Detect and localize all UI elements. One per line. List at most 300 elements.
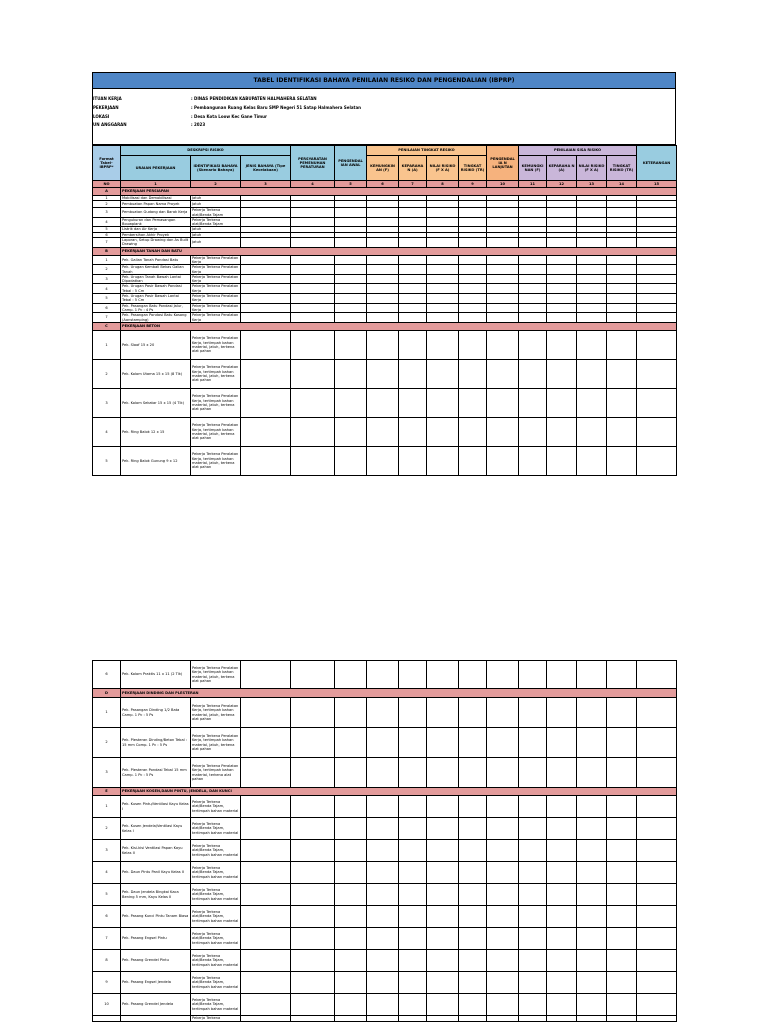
empty-cell xyxy=(241,388,291,417)
table-row xyxy=(93,972,677,994)
empty-cell xyxy=(487,417,519,446)
empty-cell xyxy=(291,208,335,218)
empty-cell xyxy=(487,217,519,227)
empty-cell xyxy=(335,1016,367,1022)
empty-cell xyxy=(547,388,577,417)
empty-cell xyxy=(459,758,487,788)
empty-cell xyxy=(547,274,577,284)
empty-cell xyxy=(241,265,291,275)
empty-cell xyxy=(367,796,399,818)
col-num: 11 xyxy=(519,181,547,188)
empty-cell xyxy=(291,388,335,417)
empty-cell xyxy=(519,906,547,928)
empty-cell xyxy=(607,950,637,972)
empty-cell xyxy=(399,294,427,304)
empty-cell xyxy=(487,698,519,728)
empty-cell xyxy=(367,330,399,359)
identifikasi-cell: Pekerja Terkena Peralatan Kerja, tertimpah bahan material, jatuh, terkena alat pahan xyxy=(191,359,241,388)
empty-cell xyxy=(577,758,607,788)
row-number: 4 xyxy=(93,862,121,884)
empty-cell xyxy=(427,294,459,304)
empty-cell xyxy=(399,265,427,275)
empty-cell xyxy=(399,313,427,323)
empty-cell xyxy=(607,313,637,323)
empty-cell xyxy=(427,303,459,313)
empty-cell xyxy=(487,255,519,265)
empty-cell xyxy=(519,661,547,689)
empty-cell xyxy=(399,862,427,884)
empty-cell xyxy=(547,818,577,840)
empty-cell xyxy=(399,255,427,265)
identifikasi-cell: Pekerja Terkena Peralatan Kerja xyxy=(191,284,241,294)
empty-cell xyxy=(487,313,519,323)
empty-cell xyxy=(519,255,547,265)
empty-cell xyxy=(607,728,637,758)
uraian-cell xyxy=(121,1016,191,1022)
empty-cell xyxy=(427,818,459,840)
empty-cell xyxy=(607,294,637,304)
empty-cell xyxy=(459,303,487,313)
header-pengendalian-awal: PENGENDAL IAN AWAL xyxy=(335,146,367,181)
identifikasi-cell: Pekerja Terkena Peralatan Kerja, tertimpah bahan material, jatuh, terkena alat pahan xyxy=(191,446,241,475)
empty-cell xyxy=(577,294,607,304)
empty-cell xyxy=(607,862,637,884)
empty-cell xyxy=(547,417,577,446)
empty-cell xyxy=(519,208,547,218)
empty-cell xyxy=(367,928,399,950)
empty-cell xyxy=(427,661,459,689)
col-num: 1 xyxy=(121,181,191,188)
empty-cell xyxy=(427,884,459,906)
empty-cell xyxy=(577,303,607,313)
empty-cell xyxy=(459,950,487,972)
table-row xyxy=(93,661,677,689)
identifikasi-cell: Pekerja Terkena Peralatan Kerja, tertimpah bahan material, jatuh, terkena alat pahan xyxy=(191,698,241,728)
empty-cell xyxy=(241,238,291,248)
empty-cell xyxy=(519,818,547,840)
empty-cell xyxy=(241,359,291,388)
uraian-cell: Pek. Ring Balok Gunung 9 x 12 xyxy=(121,446,191,475)
table-row xyxy=(93,884,677,906)
empty-cell xyxy=(577,388,607,417)
empty-cell xyxy=(335,884,367,906)
row-number: 5 xyxy=(93,884,121,906)
empty-cell xyxy=(335,313,367,323)
empty-cell xyxy=(487,388,519,417)
empty-cell xyxy=(487,796,519,818)
empty-cell xyxy=(399,818,427,840)
empty-cell xyxy=(607,972,637,994)
table-row xyxy=(93,217,677,227)
empty-cell xyxy=(607,661,637,689)
empty-cell xyxy=(335,818,367,840)
empty-cell xyxy=(607,417,637,446)
empty-cell xyxy=(459,796,487,818)
col-num: 9 xyxy=(459,181,487,188)
empty-cell xyxy=(487,1016,519,1022)
identifikasi-cell: Pekerja Terkena Peralatan Kerja xyxy=(191,294,241,304)
empty-cell xyxy=(367,359,399,388)
empty-cell xyxy=(519,274,547,284)
empty-cell xyxy=(577,417,607,446)
uraian-cell: Pengukuran dan Pemasangan Bouwplank xyxy=(121,217,191,227)
row-number: 3 xyxy=(93,840,121,862)
document-page-2 xyxy=(92,660,676,1022)
table-row xyxy=(93,928,677,950)
empty-cell xyxy=(335,661,367,689)
empty-cell xyxy=(487,201,519,208)
identifikasi-cell: Pekerja Terkena Peralatan Kerja xyxy=(191,255,241,265)
empty-cell xyxy=(607,698,637,728)
empty-cell xyxy=(399,284,427,294)
uraian-cell: Pek. Pasangan Pondasi Batu Kosong (Aanstamping) xyxy=(121,313,191,323)
empty-cell xyxy=(399,758,427,788)
empty-cell xyxy=(241,274,291,284)
empty-cell xyxy=(427,208,459,218)
empty-cell xyxy=(291,994,335,1016)
empty-cell xyxy=(399,417,427,446)
row-number: 6 xyxy=(93,232,121,237)
empty-cell xyxy=(487,884,519,906)
table-row xyxy=(93,238,677,248)
empty-cell xyxy=(241,840,291,862)
empty-cell xyxy=(291,728,335,758)
table-row xyxy=(93,359,677,388)
empty-cell xyxy=(607,238,637,248)
empty-cell xyxy=(427,313,459,323)
col-num: NO xyxy=(93,181,121,188)
table-row xyxy=(93,950,677,972)
empty-cell xyxy=(637,201,677,208)
section-letter: C xyxy=(93,322,121,330)
table-row xyxy=(93,698,677,728)
identifikasi-cell: Pekerja Terkena alat/Benda Tajam, tertimpah bahan material xyxy=(191,884,241,906)
empty-cell xyxy=(427,698,459,728)
empty-cell xyxy=(637,906,677,928)
empty-cell xyxy=(459,446,487,475)
empty-cell xyxy=(367,238,399,248)
empty-cell xyxy=(577,698,607,728)
empty-cell xyxy=(427,840,459,862)
row-number: 3 xyxy=(93,208,121,218)
empty-cell xyxy=(487,208,519,218)
identifikasi-cell: Pekerja Terkena alat/Benda Tajam, tertimpah bahan material xyxy=(191,950,241,972)
identifikasi-cell: Jatuh xyxy=(191,196,241,201)
row-number: 2 xyxy=(93,728,121,758)
row-number xyxy=(93,1016,121,1022)
empty-cell xyxy=(577,818,607,840)
empty-cell xyxy=(459,1016,487,1022)
uraian-cell: Pek. Daun Pintu Panil Kayu Kelas II xyxy=(121,862,191,884)
section-title: PEKERJAAN BETON xyxy=(121,322,677,330)
empty-cell xyxy=(607,255,637,265)
row-number: 10 xyxy=(93,994,121,1016)
empty-cell xyxy=(291,417,335,446)
empty-cell xyxy=(335,994,367,1016)
row-number: 2 xyxy=(93,818,121,840)
empty-cell xyxy=(487,728,519,758)
table-row xyxy=(93,818,677,840)
empty-cell xyxy=(607,330,637,359)
empty-cell xyxy=(637,313,677,323)
header-keparahan: KEPARAHA N (A) xyxy=(399,156,427,181)
table-row xyxy=(93,265,677,275)
empty-cell xyxy=(367,388,399,417)
row-number: 4 xyxy=(93,417,121,446)
empty-cell xyxy=(487,303,519,313)
row-number: 7 xyxy=(93,238,121,248)
section-title: PEKERJAAN KOSEN,DAUN PINTU, JENDELA, DAN KUNCI xyxy=(121,788,677,796)
row-number: 1 xyxy=(93,796,121,818)
empty-cell xyxy=(637,255,677,265)
empty-cell xyxy=(335,928,367,950)
empty-cell xyxy=(487,294,519,304)
empty-cell xyxy=(577,284,607,294)
empty-cell xyxy=(427,1016,459,1022)
empty-cell xyxy=(241,294,291,304)
section-letter: E xyxy=(93,788,121,796)
uraian-cell: Pek. Plesteran Dinding/Beton Tebal : 15 mm Comp. 1 Pc : 5 Ps xyxy=(121,728,191,758)
empty-cell xyxy=(519,728,547,758)
empty-cell xyxy=(577,313,607,323)
empty-cell xyxy=(399,950,427,972)
empty-cell xyxy=(399,388,427,417)
section-row xyxy=(93,247,677,255)
row-number: 5 xyxy=(93,294,121,304)
empty-cell xyxy=(487,238,519,248)
empty-cell xyxy=(367,972,399,994)
empty-cell xyxy=(459,359,487,388)
empty-cell xyxy=(547,994,577,1016)
empty-cell xyxy=(519,303,547,313)
empty-cell xyxy=(547,359,577,388)
empty-cell xyxy=(637,208,677,218)
empty-cell xyxy=(637,661,677,689)
col-num: 15 xyxy=(637,181,677,188)
empty-cell xyxy=(547,972,577,994)
empty-cell xyxy=(291,303,335,313)
col-num: 10 xyxy=(487,181,519,188)
table-row xyxy=(93,906,677,928)
empty-cell xyxy=(241,661,291,689)
empty-cell xyxy=(607,994,637,1016)
empty-cell xyxy=(427,417,459,446)
identifikasi-cell: Pekerja Terkena Peralatan Kerja, tertimpah bahan material, jatuh, terkena alat pahan xyxy=(191,388,241,417)
empty-cell xyxy=(427,217,459,227)
section-row xyxy=(93,788,677,796)
empty-cell xyxy=(547,238,577,248)
uraian-cell: Pembuatan Papan Nama Proyek xyxy=(121,201,191,208)
empty-cell xyxy=(399,884,427,906)
empty-cell xyxy=(291,906,335,928)
document-page-1 xyxy=(92,72,676,476)
info-value: : Desa Kota Loow Kec Gane Timur xyxy=(191,114,267,119)
empty-cell xyxy=(459,208,487,218)
empty-cell xyxy=(487,661,519,689)
identifikasi-cell: Pekerja Terkena alat/Benda Tajam xyxy=(191,208,241,218)
empty-cell xyxy=(607,884,637,906)
empty-cell xyxy=(335,796,367,818)
empty-cell xyxy=(459,862,487,884)
uraian-cell: Pek. Kolom Utama 15 x 15 (8 Tlk) xyxy=(121,359,191,388)
empty-cell xyxy=(637,359,677,388)
uraian-cell: Listrik dan Air Kerja xyxy=(121,227,191,232)
empty-cell xyxy=(487,265,519,275)
empty-cell xyxy=(519,284,547,294)
header-kemungkinan: KEMUNGKIN AN (F) xyxy=(367,156,399,181)
empty-cell xyxy=(367,818,399,840)
info-label: ITUAN KERJA xyxy=(93,96,122,101)
identifikasi-cell: Pekerja Terkena alat/Benda Tajam, tertimpah bahan material xyxy=(191,972,241,994)
empty-cell xyxy=(367,265,399,275)
row-number: 6 xyxy=(93,661,121,689)
empty-cell xyxy=(291,840,335,862)
row-number: 1 xyxy=(93,196,121,201)
identifikasi-cell: Pekerja Terkena Peralatan Kerja, tertimpah bahan material, terkena alat pahan xyxy=(191,758,241,788)
empty-cell xyxy=(487,818,519,840)
empty-cell xyxy=(547,255,577,265)
empty-cell xyxy=(241,884,291,906)
empty-cell xyxy=(487,928,519,950)
empty-cell xyxy=(335,446,367,475)
empty-cell xyxy=(547,330,577,359)
empty-cell xyxy=(241,818,291,840)
empty-cell xyxy=(335,950,367,972)
col-num: 6 xyxy=(367,181,399,188)
empty-cell xyxy=(241,862,291,884)
empty-cell xyxy=(637,1016,677,1022)
uraian-cell: Pek. Pasang Engsel Pintu xyxy=(121,928,191,950)
empty-cell xyxy=(427,994,459,1016)
empty-cell xyxy=(459,284,487,294)
header-uraian: URAIAN PEKERJAAN xyxy=(121,156,191,181)
row-number: 5 xyxy=(93,446,121,475)
empty-cell xyxy=(367,208,399,218)
row-number: 2 xyxy=(93,359,121,388)
empty-cell xyxy=(547,446,577,475)
empty-cell xyxy=(459,906,487,928)
empty-cell xyxy=(519,950,547,972)
empty-cell xyxy=(291,818,335,840)
uraian-cell: Pek. Urugan Pasir Bawah Pondasi Tebal : 5 Cm xyxy=(121,284,191,294)
row-number: 6 xyxy=(93,303,121,313)
empty-cell xyxy=(335,255,367,265)
table-row xyxy=(93,313,677,323)
empty-cell xyxy=(241,330,291,359)
empty-cell xyxy=(335,294,367,304)
empty-cell xyxy=(607,359,637,388)
empty-cell xyxy=(427,972,459,994)
uraian-cell: Pek. Kusen Pintu/Ventilasi Kayu Kelas I xyxy=(121,796,191,818)
empty-cell xyxy=(519,698,547,728)
empty-cell xyxy=(577,446,607,475)
empty-cell xyxy=(637,862,677,884)
empty-cell xyxy=(399,238,427,248)
empty-cell xyxy=(577,994,607,1016)
empty-cell xyxy=(607,818,637,840)
header-penilaian-tingkat: PENILAIAN TINGKAT RESIKO xyxy=(367,146,487,156)
empty-cell xyxy=(291,274,335,284)
empty-cell xyxy=(241,1016,291,1022)
empty-cell xyxy=(291,217,335,227)
empty-cell xyxy=(547,208,577,218)
empty-cell xyxy=(367,284,399,294)
empty-cell xyxy=(291,294,335,304)
row-number: 1 xyxy=(93,698,121,728)
empty-cell xyxy=(607,906,637,928)
table-row xyxy=(93,284,677,294)
empty-cell xyxy=(487,950,519,972)
table-row xyxy=(93,840,677,862)
empty-cell xyxy=(335,388,367,417)
section-title: PEKERJAAN DINDING DAN PLESTERAN xyxy=(121,689,677,698)
empty-cell xyxy=(607,388,637,417)
empty-cell xyxy=(637,446,677,475)
empty-cell xyxy=(241,698,291,728)
document-title: TABEL IDENTIFIKASI BAHAYA PENILAIAN RESIKO DAN PENGENDALIAN (IBPRP) xyxy=(92,72,676,89)
empty-cell xyxy=(291,238,335,248)
empty-cell xyxy=(335,217,367,227)
empty-cell xyxy=(427,201,459,208)
col-num: 12 xyxy=(547,181,577,188)
empty-cell xyxy=(577,330,607,359)
info-label: PEKERJAAN xyxy=(93,105,119,110)
empty-cell xyxy=(577,884,607,906)
header-kemungkinan-sisa: KEMUNGKI NAN (F) xyxy=(519,156,547,181)
empty-cell xyxy=(459,417,487,446)
empty-cell xyxy=(607,796,637,818)
header-identifikasi: IDENTIFIKASI BAHAYA (Skenario Bahaya) xyxy=(191,156,241,181)
empty-cell xyxy=(367,446,399,475)
table-row xyxy=(93,796,677,818)
empty-cell xyxy=(547,201,577,208)
info-value: : Pembangunan Ruang Kelas Baru SMP Negeri 51 Satap Halmahera Selatan xyxy=(191,105,361,110)
identifikasi-cell: Pekerja Terkena alat/Benda Tajam, tertimpah bahan material xyxy=(191,796,241,818)
col-num: 7 xyxy=(399,181,427,188)
empty-cell xyxy=(577,274,607,284)
info-value: : 2023 xyxy=(191,122,206,127)
row-number: 4 xyxy=(93,217,121,227)
empty-cell xyxy=(547,950,577,972)
row-number: 2 xyxy=(93,201,121,208)
empty-cell xyxy=(427,728,459,758)
empty-cell xyxy=(519,446,547,475)
uraian-cell: Pek. Kusen Jendela/Ventilasi Kayu Kelas I xyxy=(121,818,191,840)
empty-cell xyxy=(241,928,291,950)
empty-cell xyxy=(335,274,367,284)
empty-cell xyxy=(547,661,577,689)
info-label: LOKASI xyxy=(93,114,110,119)
empty-cell xyxy=(637,840,677,862)
empty-cell xyxy=(547,217,577,227)
identifikasi-cell: Pekerja Terkena alat/Benda Tajam, tertimpah bahan material xyxy=(191,906,241,928)
empty-cell xyxy=(459,840,487,862)
empty-cell xyxy=(241,994,291,1016)
row-number: 1 xyxy=(93,330,121,359)
empty-cell xyxy=(335,417,367,446)
uraian-cell: Pek. Kolom Sekatar 15 x 15 (4 Tlk) xyxy=(121,388,191,417)
empty-cell xyxy=(487,840,519,862)
empty-cell xyxy=(291,265,335,275)
empty-cell xyxy=(241,796,291,818)
empty-cell xyxy=(519,330,547,359)
table-row xyxy=(93,446,677,475)
project-info xyxy=(92,89,676,145)
empty-cell xyxy=(607,840,637,862)
empty-cell xyxy=(487,446,519,475)
empty-cell xyxy=(291,796,335,818)
identifikasi-cell: Pekerja Terkena Peralatan Kerja xyxy=(191,313,241,323)
